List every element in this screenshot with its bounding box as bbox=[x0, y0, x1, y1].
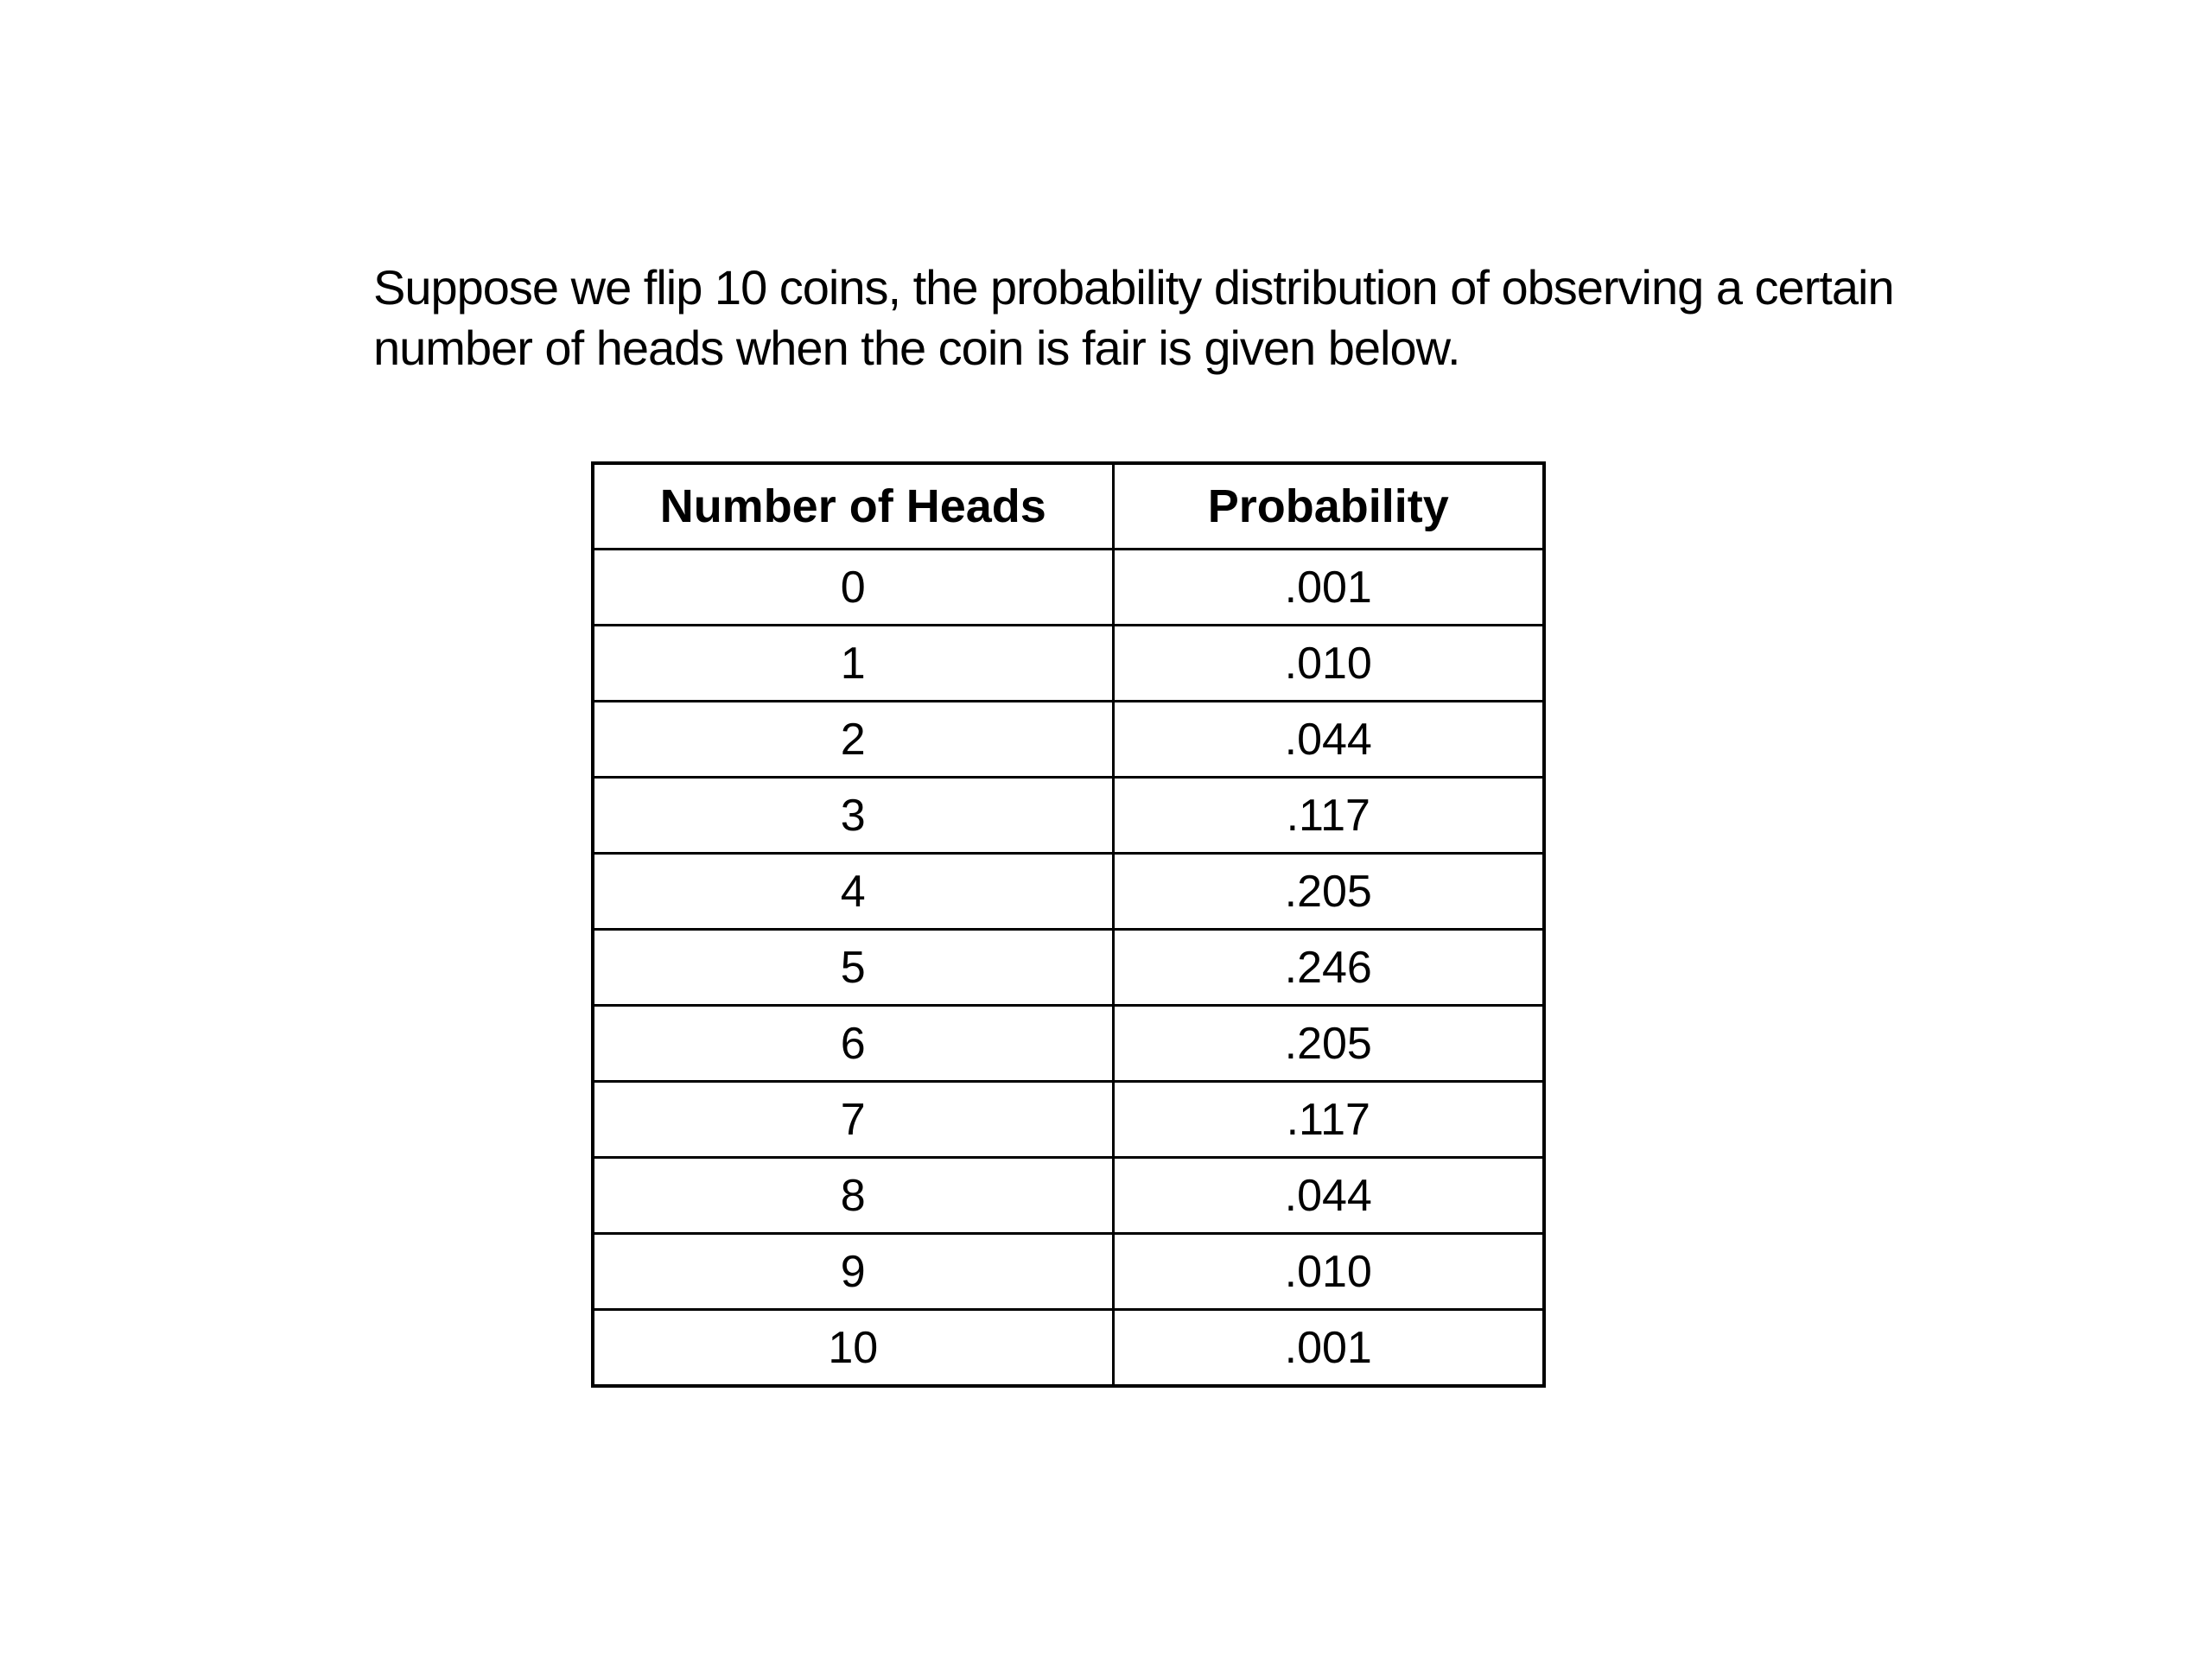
probability-cell: .001 bbox=[1113, 550, 1544, 626]
table-row bbox=[593, 1310, 1544, 1387]
heads-cell: 8 bbox=[593, 1158, 1113, 1234]
probability-cell: .044 bbox=[1113, 1158, 1544, 1234]
heads-cell: 6 bbox=[593, 1006, 1113, 1082]
heads-cell: 5 bbox=[593, 930, 1113, 1006]
table-row bbox=[593, 626, 1544, 702]
heads-cell: 3 bbox=[593, 778, 1113, 854]
intro-text bbox=[373, 257, 2067, 378]
heads-cell: 2 bbox=[593, 702, 1113, 778]
intro-line-2: number of heads when the coin is fair is given below. bbox=[373, 321, 1460, 375]
table-row bbox=[593, 930, 1544, 1006]
heads-cell: 10 bbox=[593, 1310, 1113, 1387]
table-row bbox=[593, 778, 1544, 854]
heads-cell: 1 bbox=[593, 626, 1113, 702]
header-probability: Probability bbox=[1113, 463, 1544, 550]
table-row bbox=[593, 702, 1544, 778]
heads-cell: 4 bbox=[593, 854, 1113, 930]
table-row bbox=[593, 854, 1544, 930]
probability-cell: .117 bbox=[1113, 778, 1544, 854]
table-row bbox=[593, 1082, 1544, 1158]
header-number-of-heads: Number of Heads bbox=[593, 463, 1113, 550]
probability-cell: .205 bbox=[1113, 1006, 1544, 1082]
probability-table bbox=[591, 461, 1546, 1388]
probability-cell: .044 bbox=[1113, 702, 1544, 778]
table-row bbox=[593, 1006, 1544, 1082]
probability-cell: .205 bbox=[1113, 854, 1544, 930]
table-row bbox=[593, 1234, 1544, 1310]
probability-cell: .010 bbox=[1113, 1234, 1544, 1310]
heads-cell: 0 bbox=[593, 550, 1113, 626]
intro-line-1: Suppose we flip 10 coins, the probability distribution of observing a certain bbox=[373, 260, 1894, 315]
probability-cell: .246 bbox=[1113, 930, 1544, 1006]
probability-cell: .001 bbox=[1113, 1310, 1544, 1387]
heads-cell: 7 bbox=[593, 1082, 1113, 1158]
heads-cell: 9 bbox=[593, 1234, 1113, 1310]
probability-cell: .117 bbox=[1113, 1082, 1544, 1158]
table-row bbox=[593, 1158, 1544, 1234]
probability-cell: .010 bbox=[1113, 626, 1544, 702]
table-header-row bbox=[593, 463, 1544, 550]
table-row bbox=[593, 550, 1544, 626]
